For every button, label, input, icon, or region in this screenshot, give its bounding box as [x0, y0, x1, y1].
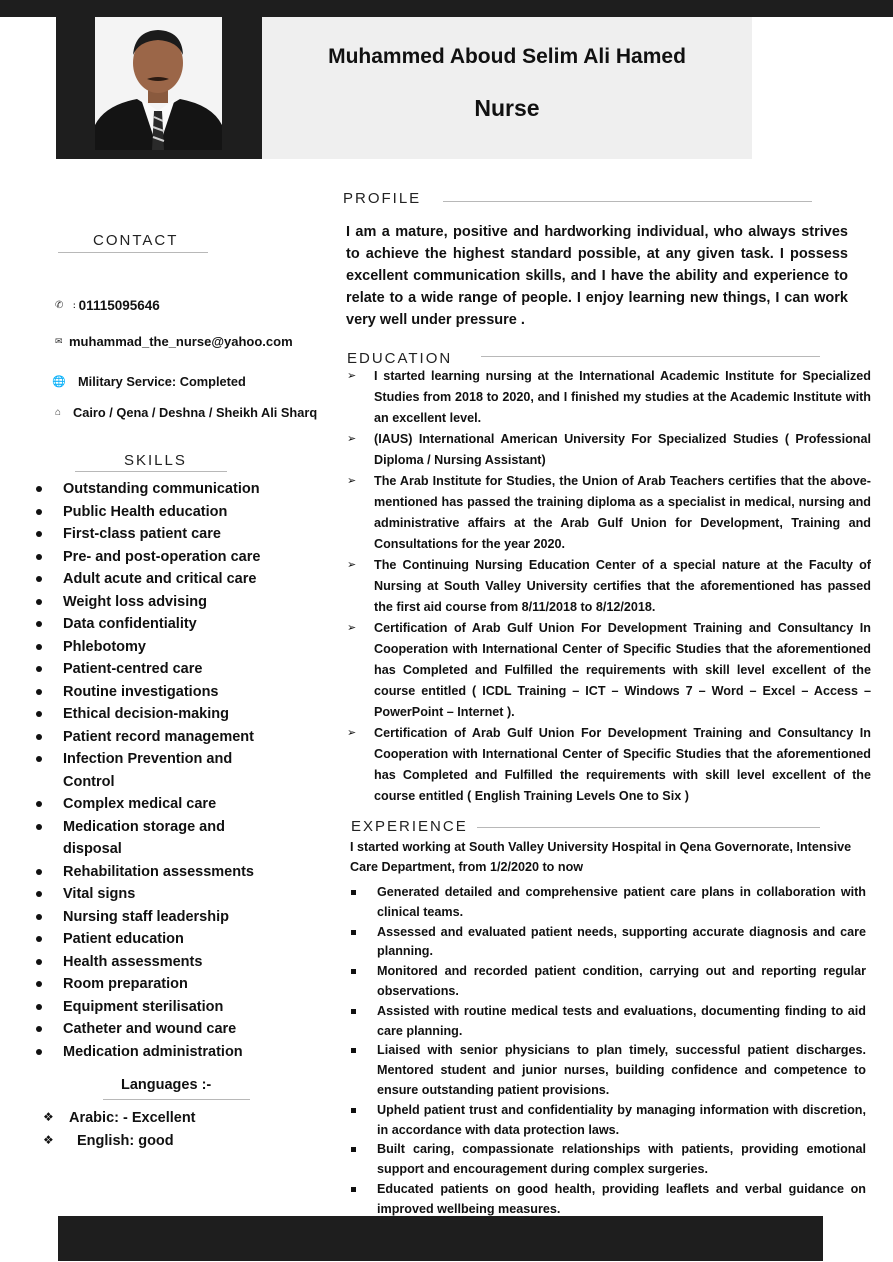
skills-heading: SKILLS [124, 452, 187, 469]
profile-text: I am a mature, positive and hardworking individual, who always strives to achieve the highest standard possible, at any given task. I possess excellent communication skills, and I have the ability and experience to relate to a wide range of people. I enjoy learning new things, I can work very well under pressure . [346, 224, 848, 328]
contact-email [55, 334, 293, 349]
contact-heading: CONTACT [93, 232, 179, 249]
education-item: ➢ Certification of Arab Gulf Union For Development Training and Consultancy In Cooperation with International Center of Specific Studies that the aforementioned has Completed and Fulfilled the requirements with skill level excellent of the course entitled ( English Training Levels One to Six ) [345, 723, 871, 807]
skill-item: Data confidentiality [30, 613, 270, 636]
header-name-block [262, 17, 752, 159]
skill-item: Patient record management [30, 726, 270, 749]
education-list [345, 366, 871, 807]
experience-rule [477, 827, 820, 828]
experience-item: Monitored and recorded patient condition, carrying out and reporting regular observations. [347, 962, 866, 1002]
globe-icon: 🌐 [52, 376, 66, 388]
languages-heading: Languages :- [121, 1077, 212, 1093]
experience-item: Liaised with senior physicians to plan timely, successful patient discharges. Mentored student and junior nurses, building confidence and competence to ensure outstanding patient provisions. [347, 1041, 866, 1100]
experience-item: Generated detailed and comprehensive patient care plans in collaboration with clinical teams. [347, 883, 866, 923]
skill-item: Infection Prevention and Control [30, 748, 270, 793]
military-status: Military Service: Completed [78, 374, 246, 389]
language-english: English: good [77, 1133, 174, 1149]
education-item: ➢ (IAUS) International American University For Specialized Studies ( Professional Diploma / Nursing Assistant) [345, 429, 871, 471]
skill-item: Adult acute and critical care [30, 568, 270, 591]
skill-item: First-class patient care [30, 523, 270, 546]
experience-intro: I started working at South Valley University Hospital in Qena Governorate, Intensive Care Department, from 1/2/2020 to now [350, 840, 852, 874]
skill-item: Medication administration [30, 1041, 270, 1064]
contact-rule [58, 252, 208, 253]
skill-item: Public Health education [30, 501, 270, 524]
education-item: ➢ The Arab Institute for Studies, the Union of Arab Teachers certifies that the above-mentioned has passed the training diploma as a specialist in medical, nursing and administrative affairs at the Arab Gulf Union for Development, Training and Consultations for the year 2020. [345, 471, 871, 555]
contact-phone [55, 298, 160, 313]
experience-item: Educated patients on good health, providing leaflets and verbal guidance on improved wellbeing measures. [347, 1180, 866, 1220]
envelope-icon: ✉ [55, 336, 63, 346]
skill-item: Health assessments [30, 951, 270, 974]
languages-rule [103, 1099, 250, 1100]
experience-item: Upheld patient trust and confidentiality by managing information with discretion, in accordance with data protection laws. [347, 1101, 866, 1141]
skill-item: Room preparation [30, 973, 270, 996]
diamond-bullet-icon: ❖ [43, 1133, 54, 1147]
skill-item: Patient-centred care [30, 658, 270, 681]
email-address: muhammad_the_nurse@yahoo.com [69, 334, 293, 349]
skill-item: Complex medical care [30, 793, 270, 816]
education-heading: EDUCATION [347, 350, 453, 367]
profile-photo [95, 17, 222, 150]
phone-prefix: : [73, 301, 76, 310]
phone-icon: ✆ [55, 300, 64, 311]
language-item [43, 1133, 174, 1149]
skill-item: Pre- and post-operation care [30, 546, 270, 569]
skills-rule [75, 471, 227, 472]
skill-item: Rehabilitation assessments [30, 861, 270, 884]
experience-item: Assisted with routine medical tests and evaluations, documenting finding to aid care planning. [347, 1002, 866, 1042]
job-title: Nurse [474, 95, 540, 121]
phone-number: 01115095646 [78, 298, 160, 313]
profile-rule [443, 201, 812, 202]
diamond-bullet-icon: ❖ [43, 1110, 54, 1124]
education-item: ➢ The Continuing Nursing Education Center of a special nature at the Faculty of Nursing at South Valley University certifies that the aforementioned has passed the first aid course from 8/11/2018 to 8/12/2018. [345, 555, 871, 618]
language-arabic: Arabic: - Excellent [69, 1110, 196, 1126]
skills-list [30, 478, 270, 1063]
skill-item: Outstanding communication [30, 478, 270, 501]
experience-list [347, 883, 866, 1220]
address: Cairo / Qena / Deshna / Sheikh Ali Sharq [73, 405, 318, 420]
skill-item: Routine investigations [30, 681, 270, 704]
contact-address [55, 405, 317, 420]
language-item [43, 1110, 196, 1126]
experience-item: Assessed and evaluated patient needs, supporting accurate diagnosis and care planning. [347, 923, 866, 963]
skill-item: Ethical decision-making [30, 703, 270, 726]
skill-item: Equipment sterilisation [30, 996, 270, 1019]
skill-item: Phlebotomy [30, 636, 270, 659]
home-icon: ⌂ [55, 407, 62, 418]
skill-item: Nursing staff leadership [30, 906, 270, 929]
top-bar [0, 0, 893, 17]
skill-item: Medication storage and disposal [30, 816, 270, 861]
experience-heading: EXPERIENCE [351, 818, 468, 835]
skill-item: Vital signs [30, 883, 270, 906]
bottom-bar [58, 1216, 823, 1261]
education-item: ➢ I started learning nursing at the International Academic Institute for Specialized Studies from 2018 to 2020, and I finished my studies at the Academic Institute with an excellent level. [345, 366, 871, 429]
skill-item: Catheter and wound care [30, 1018, 270, 1041]
education-rule [481, 356, 820, 357]
experience-item: Built caring, compassionate relationships with patients, providing emotional support and encouragement during complex surgeries. [347, 1140, 866, 1180]
candidate-name: Muhammed Aboud Selim Ali Hamed [328, 45, 686, 68]
education-item: ➢ Certification of Arab Gulf Union For Development Training and Consultancy In Cooperation with International Center of Specific Studies that the aforementioned has Completed and Fulfilled the requirements with skill level excellent of the course entitled ( ICDL Training – ICT – Windows 7 – Word – Excel – Access – PowerPoint – Internet ). [345, 618, 871, 723]
skill-item: Patient education [30, 928, 270, 951]
contact-military [52, 374, 246, 389]
profile-heading: PROFILE [343, 190, 422, 207]
skill-item: Weight loss advising [30, 591, 270, 614]
